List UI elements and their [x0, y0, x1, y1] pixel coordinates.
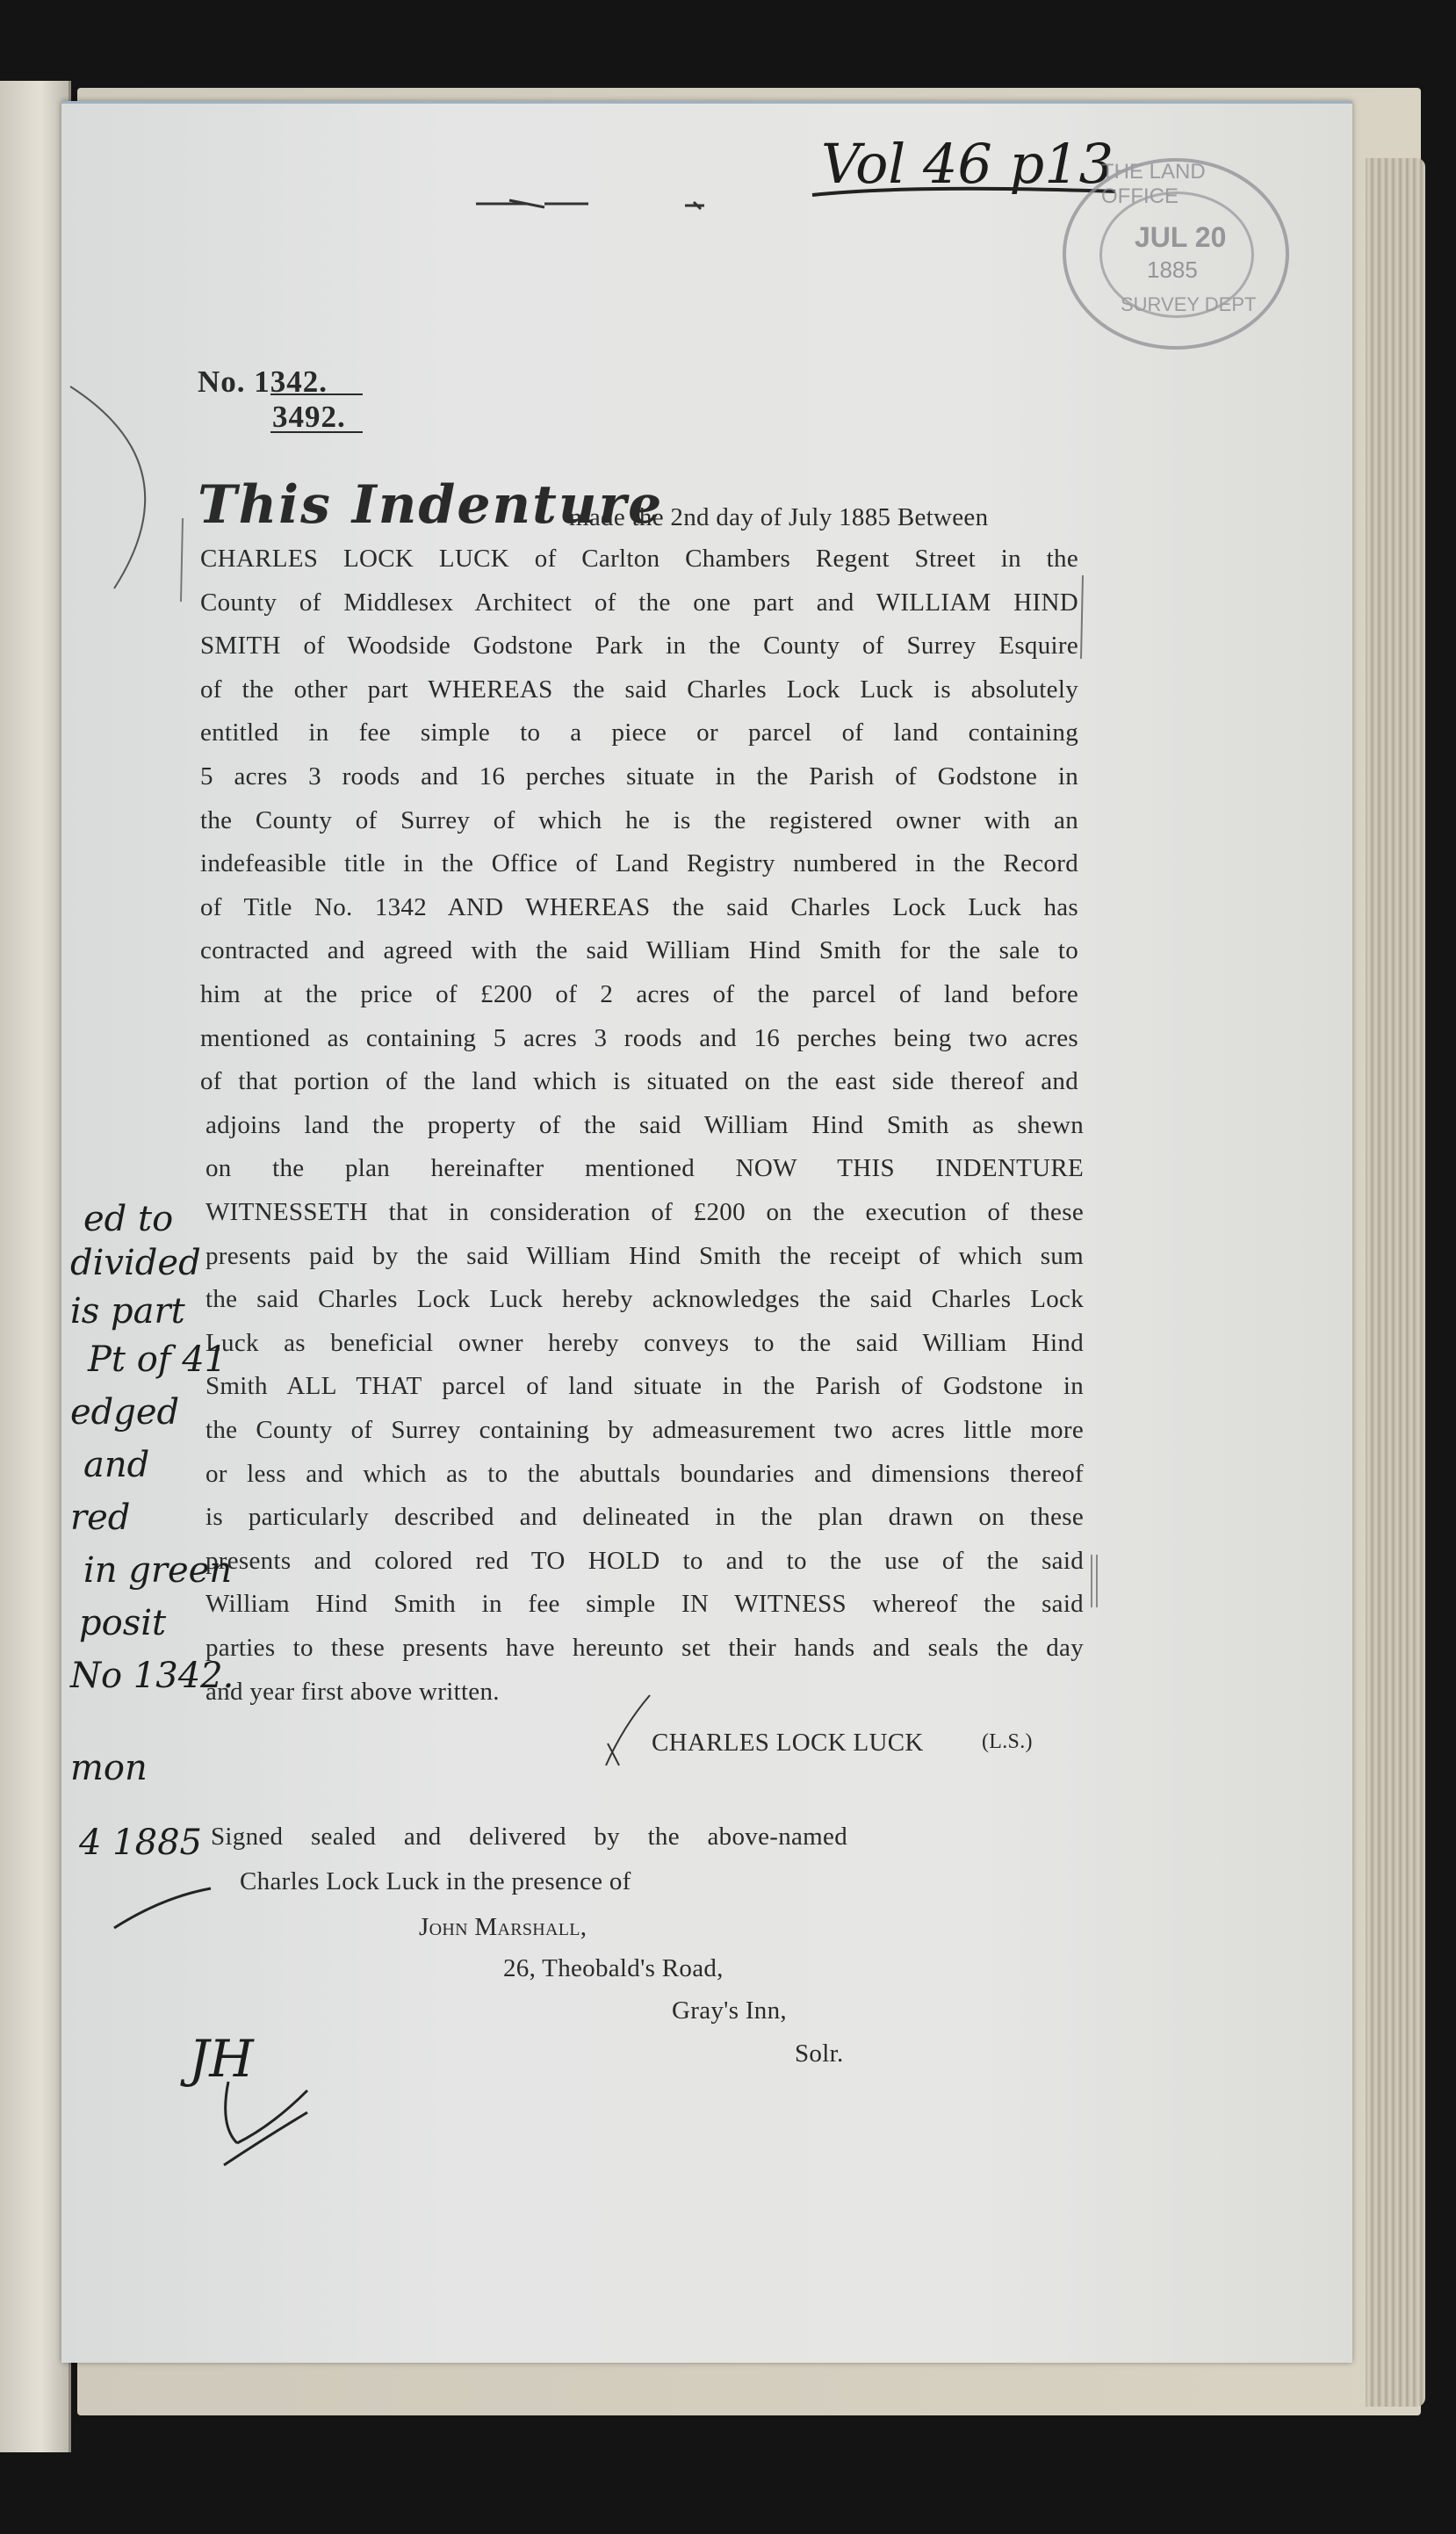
witness-title: Solr.: [795, 2039, 844, 2068]
body-line-14: adjoins land the property of the said William Hind Smith as shewn: [205, 1111, 1084, 1139]
body-line-21: the County of Surrey containing by admeasurement two acres little more: [205, 1416, 1084, 1444]
body-line-5: entitled in fee simple to a piece or parcel of land containing: [200, 718, 1078, 747]
body-line-1: CHARLES LOCK LUCK of Carlton Chambers Regent Street in the: [200, 545, 1078, 573]
body-line-24: presents and colored red TO HOLD to and to the use of the said: [205, 1547, 1084, 1575]
witness-address-2: Gray's Inn,: [672, 1996, 787, 2025]
body-line-4: of the other part WHEREAS the said Charles Lock Luck is absolutely: [200, 675, 1078, 704]
margin-stroke: [110, 1880, 215, 1932]
body-line-0: made the 2nd day of July 1885 Between: [569, 503, 989, 531]
margin-note-11: 4 1885: [79, 1823, 202, 1863]
body-line-15: on the plan hereinafter mentioned NOW THIS INDENTURE: [205, 1154, 1084, 1182]
stamp-bottom-text: SURVEY DEPT: [1121, 293, 1257, 315]
body-line-19: Luck as beneficial owner hereby conveys to the said William Hind: [205, 1329, 1084, 1357]
witness-name: John Marshall,: [419, 1913, 587, 1941]
body-line-9: of Title No. 1342 AND WHEREAS the said Charles Lock Luck has: [200, 893, 1078, 921]
margin-note-5: and: [83, 1445, 150, 1485]
margin-initials: JH: [189, 2029, 254, 2089]
attestation-line-1: Signed sealed and delivered by the above-named: [211, 1823, 847, 1851]
body-line-6: 5 acres 3 roods and 16 perches situate in the Parish of Godstone in: [200, 762, 1078, 791]
ornament-marks: [474, 193, 738, 220]
margin-arc: [61, 378, 184, 606]
doc-number-bottom: 3492.: [272, 400, 346, 434]
body-line-17: presents paid by the said William Hind Smith the receipt of which sum: [205, 1242, 1084, 1270]
volume-note: Vol 46 p13: [821, 132, 1114, 196]
pencil-mark-right-1: [1076, 571, 1093, 668]
stamp-top-text: THE LAND OFFICE: [1101, 160, 1206, 208]
body-line-12: mentioned as containing 5 acres 3 roods and 16 perches being two acres: [200, 1024, 1078, 1052]
seal-mark: (L.S.): [982, 1730, 1033, 1753]
body-line-23: is particularly described and delineated in the plan drawn on these: [205, 1503, 1084, 1531]
margin-note-0: ed to: [83, 1199, 174, 1239]
stamp-year: 1885: [1147, 256, 1198, 283]
body-line-26: parties to these presents have hereunto set their hands and seals the day: [205, 1634, 1084, 1662]
signatory-name: CHARLES LOCK LUCK: [652, 1729, 924, 1757]
volume-underline: [808, 176, 1124, 202]
body-line-10: contracted and agreed with the said William Hind Smith for the sale to: [200, 936, 1078, 964]
body-line-18: the said Charles Lock Luck hereby acknowledges the said Charles Lock: [205, 1285, 1084, 1313]
signature-cross: [597, 1691, 659, 1770]
body-line-22: or less and which as to the abuttals boundaries and dimensions thereof: [205, 1460, 1084, 1488]
initials-flourish: [211, 2073, 316, 2169]
margin-note-1: divided: [70, 1243, 201, 1283]
margin-note-7: in green: [83, 1550, 233, 1591]
body-line-2: County of Middlesex Architect of the one part and WILLIAM HIND: [200, 588, 1078, 617]
body-line-20: Smith ALL THAT parcel of land situate in the Parish of Godstone in: [205, 1372, 1084, 1400]
left-page-edge: [0, 81, 71, 2452]
body-line-8: indefeasible title in the Office of Land Registry numbered in the Record: [200, 849, 1078, 877]
body-line-7: the County of Surrey of which he is the registered owner with an: [200, 806, 1078, 834]
doc-number-rule: [270, 393, 367, 437]
body-line-3: SMITH of Woodside Godstone Park in the County of Surrey Esquire: [200, 632, 1078, 660]
margin-note-10: mon: [70, 1748, 148, 1788]
body-line-27: and year first above written.: [205, 1678, 500, 1706]
margin-note-2: is part: [70, 1291, 185, 1332]
pencil-mark-left: [176, 514, 190, 610]
margin-note-4: edged: [70, 1392, 180, 1433]
margin-note-8: posit: [79, 1603, 167, 1643]
margin-note-9: No 1342.: [70, 1656, 234, 1696]
doc-number-top: No. 1342.: [198, 365, 328, 399]
witness-address-1: 26, Theobald's Road,: [503, 1954, 724, 1982]
indenture-title: This Indenture: [198, 474, 664, 536]
land-office-stamp: [1063, 158, 1289, 350]
right-page-edges: [1366, 158, 1425, 2407]
margin-note-6: red: [70, 1498, 131, 1538]
body-line-16: WITNESSETH that in consideration of £200 on the execution of these: [205, 1198, 1084, 1226]
body-line-25: William Hind Smith in fee simple IN WITNESS whereof the said: [205, 1590, 1084, 1618]
body-line-11: him at the price of £200 of 2 acres of the parcel of land before: [200, 980, 1078, 1008]
pencil-mark-right-2: [1087, 1550, 1101, 1612]
attestation-line-2: Charles Lock Luck in the presence of: [240, 1867, 631, 1895]
margin-note-3: Pt of 41: [88, 1339, 227, 1380]
stamp-date: JUL 20: [1135, 221, 1227, 253]
body-line-13: of that portion of the land which is situated on the east side thereof and: [200, 1067, 1078, 1095]
